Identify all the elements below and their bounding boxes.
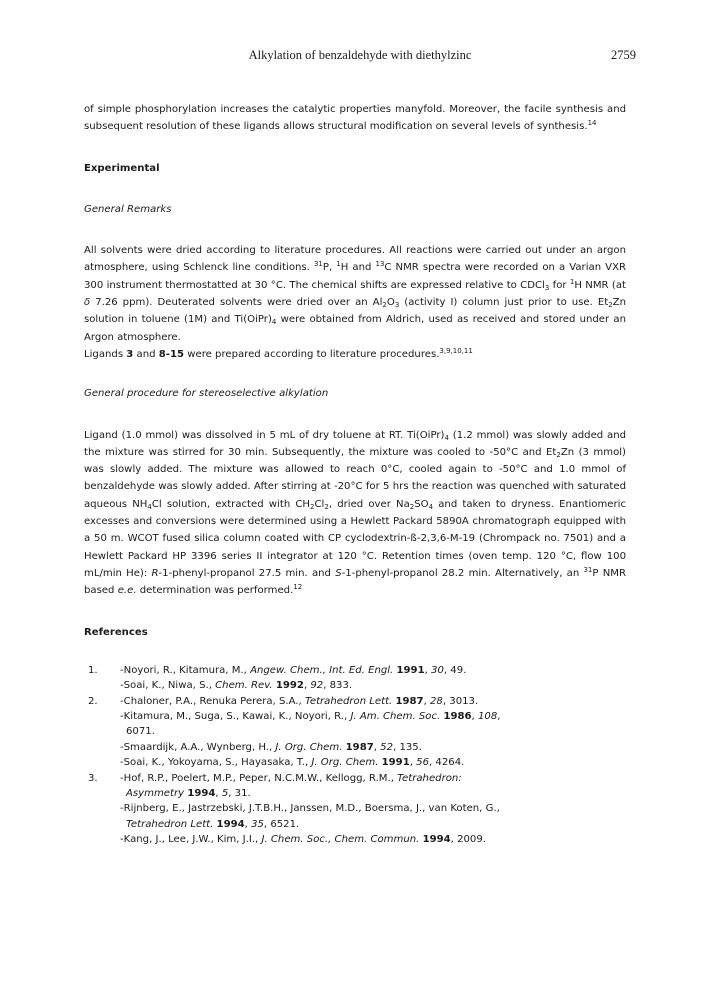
citation: -Rijnberg, E., Jastrzebski, J.T.B.H., Janssen, M.D., Boersma, J., van Koten, G.,	[120, 803, 500, 815]
citation: -Kitamura, M., Suga, S., Kawai, K., Noyori, R., J. Am. Chem. Soc. 1986, 108,	[120, 711, 501, 723]
citation: -Noyori, R., Kitamura, M., Angew. Chem., Int. Ed. Engl. 1991, 30, 49.	[120, 664, 467, 676]
procedure-paragraph: Ligand (1.0 mmol) was dissolved in 5 mL of dry toluene at RT. $Ti(OiPr)_4$ (1.2 mmol) was slowly added and the mixture was stirred for 30 min. Subsequently, the mixture was cooled to -50°C and $Et_2Zn$ (3 mmol) was slowly added. The mixture was allowed to reach 0°C, cooled again to -50°C and 1.0 mmol of benzaldehyde was slowly added. After stirring at -20°C for 5 hrs the reaction was quenched with saturated aqueous $NH_4Cl$ solution, extracted with $CH_2Cl_2$, dried over $Na_2SO_4$ and taken to dryness. Enantiomeric excesses and conversions were determined using a Hewlett Packard 5890A chromatograph equipped with a 50 m. WCOT fused silica column coated with CP cyclodextrin-ß-2,3,6-M-19 (Chrompack no. 7501) and a Hewlett Packard HP 3396 series II integrator at 120 °C. Retention times (oven temp. 120 °C, flow 100 mL/min He): R-1-phenyl-propanol 27.5 min. and S-1-phenyl-propanol 28.2 min. Alternatively, an $^{31}$P NMR based e.e. determination was performed.$^{12}$	[84, 429, 627, 597]
procedure-heading: General procedure for stereoselective alkylation	[84, 388, 329, 400]
running-header	[0, 48, 720, 68]
reference-number: 2.	[88, 695, 98, 707]
general-remarks-paragraph: All solvents were dried according to literature procedures. All reactions were carried out under an argon atmosphere, using Schlenck line conditions. $^{31}$P, $^1$H and $^{13}$C NMR spectra were recorded on a Varian VXR 300 instrument thermostatted at 30 °C. The chemical shifts are expressed relative to CDCl$_3$ for $^1$H NMR (at δ 7.26 ppm). Deuterated solvents were dried over an $Al_2O_3$ (activity I) column just prior to use. $Et_2Zn$ solution in toluene (1M) and $Ti(OiPr)_4$ were obtained from Aldrich, used as received and stored under an Argon atmosphere.	[84, 245, 627, 343]
experimental-heading: Experimental	[84, 162, 160, 174]
citation: -Kang, J., Lee, J.W., Kim, J.I., J. Chem. Soc., Chem. Commun. 1994, 2009.	[120, 834, 486, 846]
citation-continuation: Asymmetry 1994, 5, 31.	[126, 788, 251, 800]
reference-entry	[84, 771, 626, 848]
citation: -Soai, K., Yokoyama, S., Hayasaka, T., J. Org. Chem. 1991, 56, 4264.	[120, 757, 465, 769]
reference-list	[84, 663, 626, 848]
reference-entry	[84, 694, 626, 771]
running-title: Alkylation of benzaldehyde with diethylzinc	[248, 48, 472, 62]
citation-continuation: 6071.	[126, 726, 155, 738]
citation: -Hof, R.P., Poelert, M.P., Peper, N.C.M.W., Kellogg, R.M., Tetrahedron:	[120, 772, 462, 784]
reference-number: 1.	[88, 664, 98, 676]
citation: -Soai, K., Niwa, S., Chem. Rev. 1992, 92, 833.	[120, 680, 353, 692]
intro-paragraph: of simple phosphorylation increases the catalytic properties manyfold. Moreover, the facile synthesis and subsequent resolution of these ligands allows structural modification on several levels of synthesis.$^{14}$	[84, 104, 626, 133]
ligands-line: Ligands 3 and 8-15 were prepared according to literature procedures.$^{3,9,10,11}$	[84, 346, 473, 360]
page-number: 2759	[611, 48, 636, 62]
citation: -Smaardijk, A.A., Wynberg, H., J. Org. Chem. 1987, 52, 135.	[120, 741, 422, 753]
reference-number: 3.	[88, 772, 98, 784]
article-body	[84, 101, 626, 848]
citation-continuation: Tetrahedron Lett. 1994, 35, 6521.	[126, 818, 300, 830]
references-heading: References	[84, 626, 148, 638]
reference-entry	[84, 663, 626, 694]
general-remarks-heading: General Remarks	[84, 203, 172, 215]
citation: -Chaloner, P.A., Renuka Perera, S.A., Tetrahedron Lett. 1987, 28, 3013.	[120, 695, 479, 707]
